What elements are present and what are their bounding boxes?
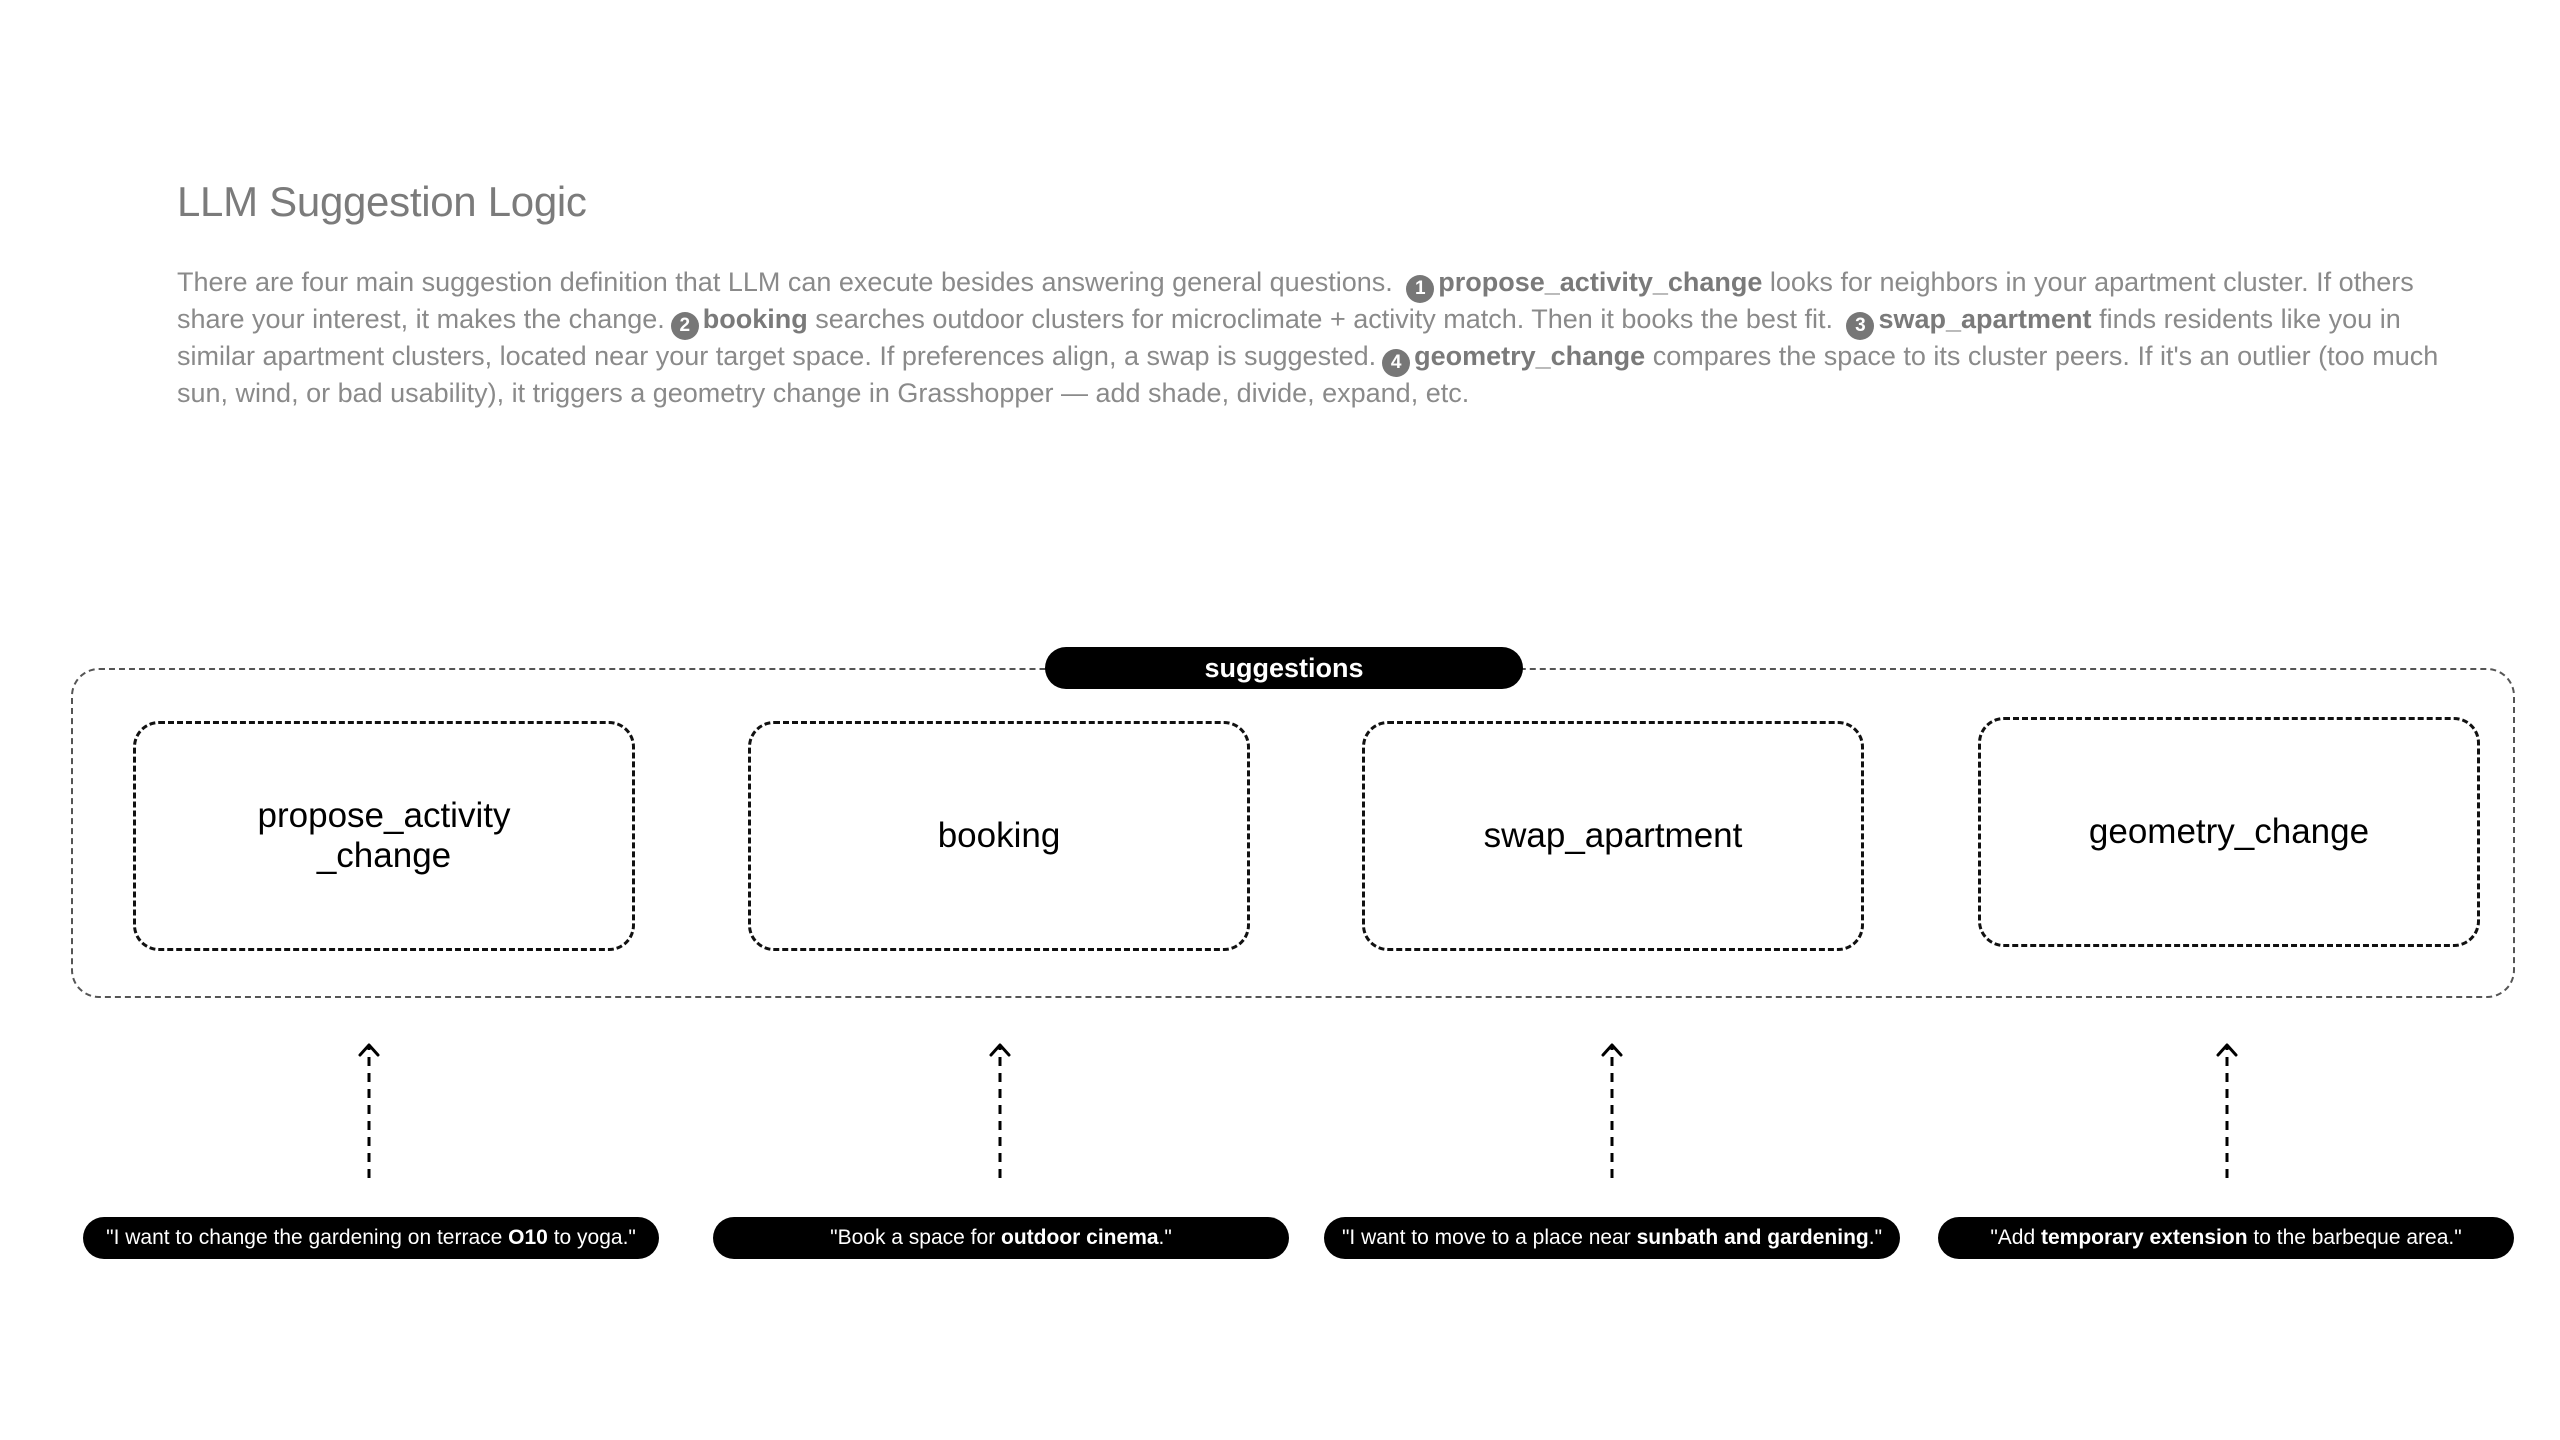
example-text: "Add bbox=[1990, 1226, 2041, 1249]
arrow-up-icon bbox=[1597, 1040, 1627, 1180]
example-keyword: O10 bbox=[508, 1226, 548, 1249]
example-prompt-propose-activity-change bbox=[83, 1217, 659, 1259]
example-text: to the barbeque area." bbox=[2247, 1226, 2462, 1249]
card-swap-apartment bbox=[1362, 721, 1864, 951]
example-prompt-swap-apartment bbox=[1324, 1217, 1900, 1259]
suggestion-text: finds residents like you in similar apartment clusters, located near your target space. If preferences align, a swap is suggested. bbox=[177, 304, 2401, 371]
suggestion-text: looks for neighbors in your apartment cluster. If others share your interest, it makes the change. bbox=[177, 267, 2414, 334]
example-text: to yoga." bbox=[547, 1226, 636, 1249]
example-text: "I want to change the gardening on terrace bbox=[106, 1226, 509, 1249]
example-text: "I want to move to a place near bbox=[1341, 1226, 1637, 1249]
suggestions-group-label: suggestions bbox=[1045, 647, 1523, 689]
suggestion-name: propose_activity_change bbox=[1438, 267, 1763, 297]
arrow-up-icon bbox=[354, 1040, 384, 1180]
description-intro: There are four main suggestion definition that LLM can execute besides answering general questions. bbox=[177, 267, 1393, 297]
arrow-up-icon bbox=[2212, 1040, 2242, 1180]
suggestion-name: geometry_change bbox=[1414, 341, 1646, 371]
card-booking bbox=[748, 721, 1250, 951]
arrow-up-icon bbox=[985, 1040, 1015, 1180]
suggestion-name: booking bbox=[702, 304, 808, 334]
step-number-badge: 4 bbox=[1382, 349, 1410, 377]
example-prompt-booking bbox=[713, 1217, 1289, 1259]
card-geometry-change bbox=[1978, 717, 2480, 947]
step-number-badge: 3 bbox=[1846, 312, 1874, 340]
description-paragraph bbox=[177, 266, 2447, 409]
card-label-line1: booking bbox=[937, 816, 1061, 855]
example-text: "Book a space for bbox=[830, 1226, 1002, 1249]
example-text: ." bbox=[1868, 1226, 1883, 1249]
card-label-line1: swap_apartment bbox=[1483, 816, 1743, 855]
suggestion-name: swap_apartment bbox=[1878, 304, 2092, 334]
example-prompt-geometry-change bbox=[1938, 1217, 2514, 1259]
step-number-badge: 2 bbox=[671, 312, 699, 340]
card-label-line1: propose_activity bbox=[257, 796, 511, 835]
step-number-badge: 1 bbox=[1406, 275, 1434, 303]
example-keyword: outdoor cinema bbox=[1001, 1226, 1159, 1249]
card-propose-activity-change bbox=[133, 721, 635, 951]
card-label-line2: _change bbox=[316, 836, 452, 875]
page-title: LLM Suggestion Logic bbox=[177, 178, 587, 225]
example-text: ." bbox=[1158, 1226, 1172, 1249]
example-keyword: temporary extension bbox=[2040, 1226, 2248, 1249]
suggestion-text: compares the space to its cluster peers. If it's an outlier (too much sun, wind, or bad usability), it triggers a geometry change in Grasshopper — add shade, divide, expand, etc. bbox=[177, 341, 2439, 408]
example-keyword: sunbath and gardening bbox=[1636, 1226, 1869, 1249]
suggestion-text: searches outdoor clusters for microclimate + activity match. Then it books the best fit. bbox=[815, 304, 1833, 334]
card-label-line1: geometry_change bbox=[2088, 812, 2370, 851]
